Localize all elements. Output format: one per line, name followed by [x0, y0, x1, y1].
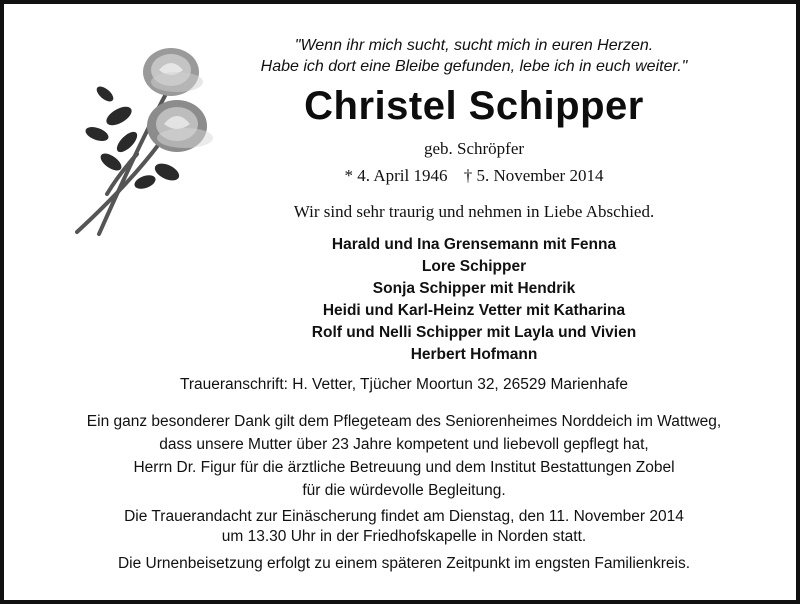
urn-burial-text: Die Urnenbeisetzung erfolgt zu einem späteren Zeitpunkt im engsten Familienkreis. — [117, 555, 691, 572]
death-date: † 5. November 2014 — [463, 166, 604, 185]
rose-bottom — [147, 100, 213, 152]
rose-top — [143, 48, 203, 96]
roses-image — [59, 34, 239, 244]
quote — [234, 35, 714, 77]
thanks-line: für die würdevolle Begleitung. — [302, 482, 506, 499]
family-member: Rolf und Nelli Schipper mit Layla und Vivien — [311, 324, 637, 341]
thanks-line: Ein ganz besonderer Dank gilt dem Pflegeteam des Seniorenheimes Norddeich im Wattweg, — [86, 413, 722, 430]
thanks-line: dass unsere Mutter über 23 Jahre kompetent und liebevoll gepflegt hat, — [159, 436, 649, 453]
family-member: Lore Schipper — [421, 258, 527, 275]
service-line: um 13.30 Uhr in der Friedhofskapelle in Norden statt. — [221, 528, 587, 545]
deceased-name: Christel Schipper — [304, 84, 644, 128]
thanks-paragraph — [34, 410, 774, 502]
family-member: Herbert Hofmann — [410, 346, 538, 363]
family-list — [214, 234, 734, 366]
family-member: Sonja Schipper mit Hendrik — [372, 280, 576, 297]
birth-date: * 4. April 1946 — [344, 166, 448, 185]
service-paragraph — [34, 507, 774, 547]
service-line: Die Trauerandacht zur Einäscherung findet am Dienstag, den 11. November 2014 — [124, 508, 684, 525]
family-member: Heidi und Karl-Heinz Vetter mit Katharina — [322, 302, 626, 319]
quote-line-1: "Wenn ihr mich sucht, sucht mich in euren Herzen. — [294, 37, 654, 54]
quote-line-2: Habe ich dort eine Bleibe gefunden, lebe ich in euch weiter." — [260, 58, 688, 75]
life-dates — [234, 166, 714, 186]
farewell-text: Wir sind sehr traurig und nehmen in Liebe Abschied. — [293, 202, 655, 221]
mourning-address: Traueranschrift: H. Vetter, Tjücher Moortun 32, 26529 Marienhafe — [179, 376, 629, 393]
family-member: Harald und Ina Grensemann mit Fenna — [331, 236, 617, 253]
birth-name: geb. Schröpfer — [423, 139, 525, 158]
thanks-line: Herrn Dr. Figur für die ärztliche Betreuung und dem Institut Bestattungen Zobel — [133, 459, 675, 476]
